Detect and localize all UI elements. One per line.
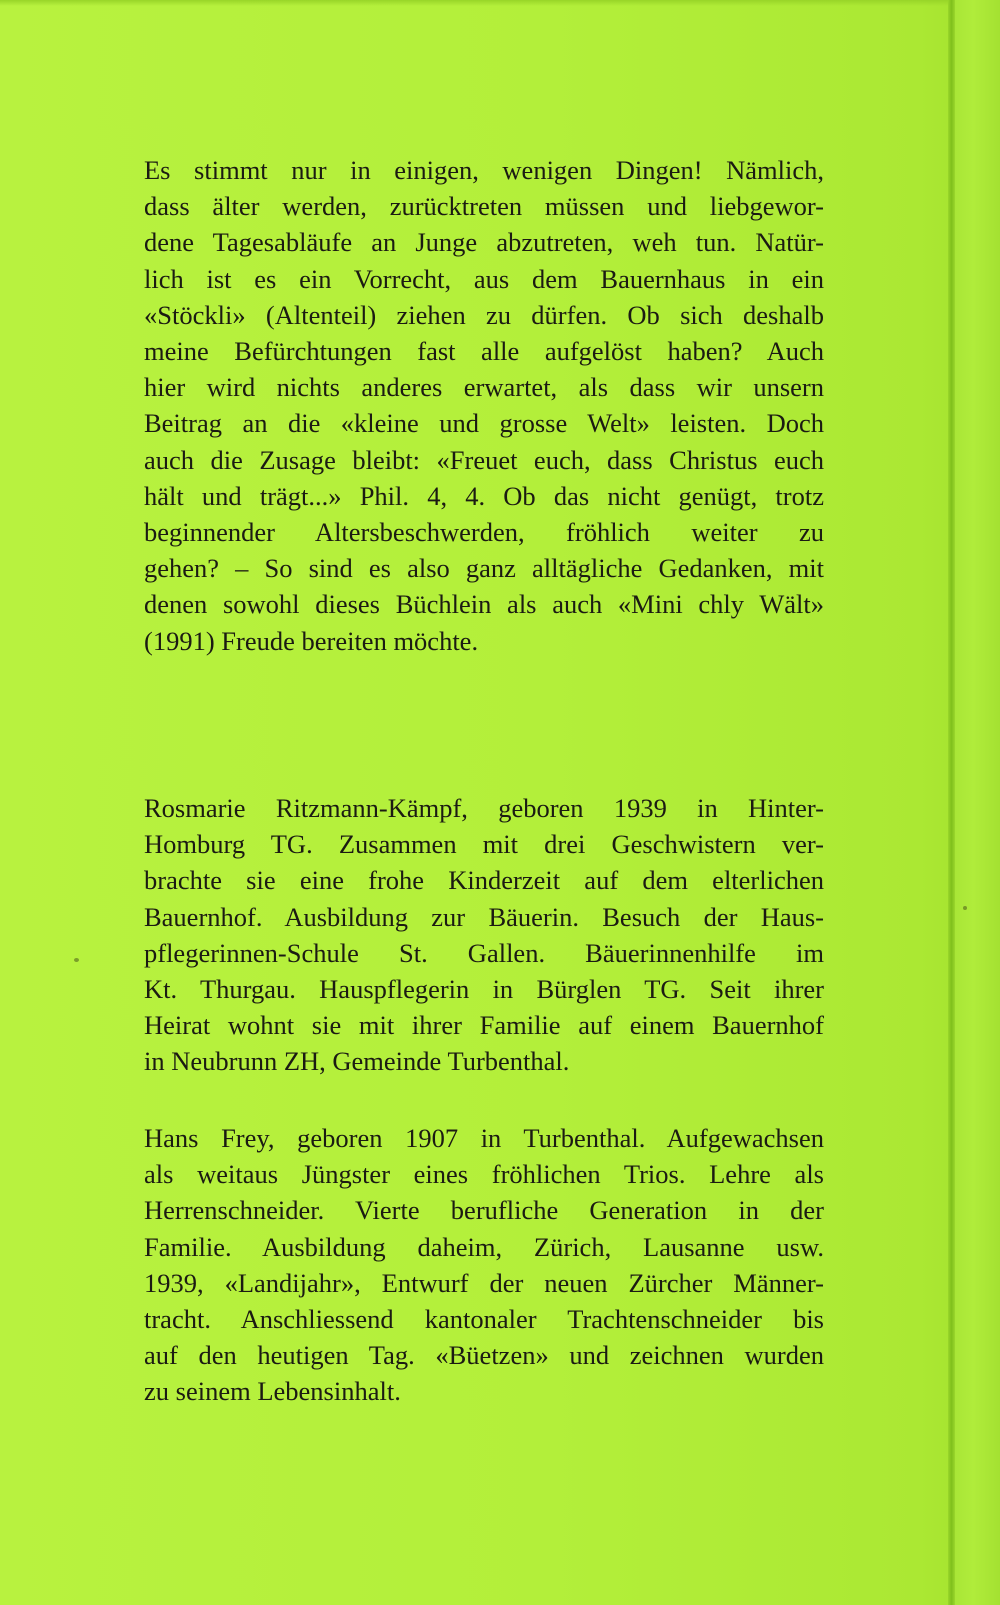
illustrator-bio-line: Familie. Ausbildung daheim, Zürich, Lausanne usw. [144, 1231, 824, 1262]
blurb-line: dene Tagesabläufe an Junge abzutreten, weh tun. Natür- [144, 227, 824, 258]
blurb-line: hier wird nichts anderes erwartet, als dass wir unsern [144, 372, 824, 403]
author-bio-line: Homburg TG. Zusammen mit drei Geschwistern ver- [144, 829, 824, 860]
illustrator-bio-line: 1939, «Landijahr», Entwurf der neuen Zürcher Männer- [144, 1267, 824, 1298]
illustrator-bio-line: Hans Frey, geboren 1907 in Turbenthal. Aufgewachsen [144, 1123, 824, 1153]
illustrator-bio-line: zu seinem Lebensinhalt. [144, 1376, 401, 1407]
author-bio-line: Rosmarie Ritzmann-Kämpf, geboren 1939 in Hinter- [144, 793, 824, 823]
blurb-line: dass älter werden, zurücktreten müssen und liebgewor- [144, 191, 824, 222]
blurb-line: gehen? – So sind es also ganz alltägliche Gedanken, mit [144, 553, 824, 584]
blurb-line: beginnender Altersbeschwerden, fröhlich weiter zu [144, 517, 824, 548]
cover-speck [963, 906, 967, 910]
cover-speck [74, 958, 79, 962]
author-biography [144, 790, 824, 1080]
blurb-paragraph [144, 152, 824, 659]
blurb-line: lich ist es ein Vorrecht, aus dem Bauernhaus in ein [144, 263, 824, 294]
blurb-line: auch die Zusage bleibt: «Freuet euch, dass Christus euch [144, 444, 824, 475]
author-bio-line: Kt. Thurgau. Hauspflegerin in Bürglen TG. Seit ihrer [144, 974, 824, 1005]
spine-strip [955, 0, 1000, 1605]
blurb-line: hält und trägt...» Phil. 4, 4. Ob das nicht genügt, trotz [144, 480, 824, 511]
author-bio-line: pflegerinnen-Schule St. Gallen. Bäuerinnenhilfe im [144, 937, 824, 968]
illustrator-bio-line: auf den heutigen Tag. «Büetzen» und zeichnen wurden [144, 1340, 824, 1371]
author-bio-line: Bauernhof. Ausbildung zur Bäuerin. Besuch der Haus- [144, 901, 824, 932]
cover-top-edge [0, 0, 1000, 6]
illustrator-bio-line: Herrenschneider. Vierte berufliche Generation in der [144, 1195, 824, 1226]
blurb-line: «Stöckli» (Altenteil) ziehen zu dürfen. Ob sich deshalb [144, 299, 824, 330]
author-bio-line: Heirat wohnt sie mit ihrer Familie auf einem Bauernhof [144, 1010, 824, 1041]
author-bio-text [144, 790, 824, 1080]
spine-hinge [948, 0, 955, 1605]
illustrator-bio-line: als weitaus Jüngster eines fröhlichen Trios. Lehre als [144, 1159, 824, 1190]
blurb-line: Beitrag an die «kleine und grosse Welt» leisten. Doch [144, 408, 824, 439]
illustrator-bio-text [144, 1120, 824, 1410]
blurb-line: denen sowohl dieses Büchlein als auch «Mini chly Wält» [144, 589, 824, 620]
blurb-text [144, 152, 824, 659]
blurb-line: Es stimmt nur in einigen, wenigen Dingen! Nämlich, [144, 155, 824, 185]
author-bio-line: brachte sie eine frohe Kinderzeit auf dem elterlichen [144, 865, 824, 896]
blurb-line: meine Befürchtungen fast alle aufgelöst haben? Auch [144, 336, 824, 367]
illustrator-bio-line: tracht. Anschliessend kantonaler Trachtenschneider bis [144, 1304, 824, 1335]
illustrator-biography [144, 1120, 824, 1410]
author-bio-line: in Neubrunn ZH, Gemeinde Turbenthal. [144, 1046, 570, 1077]
blurb-line: (1991) Freude bereiten möchte. [144, 625, 479, 656]
